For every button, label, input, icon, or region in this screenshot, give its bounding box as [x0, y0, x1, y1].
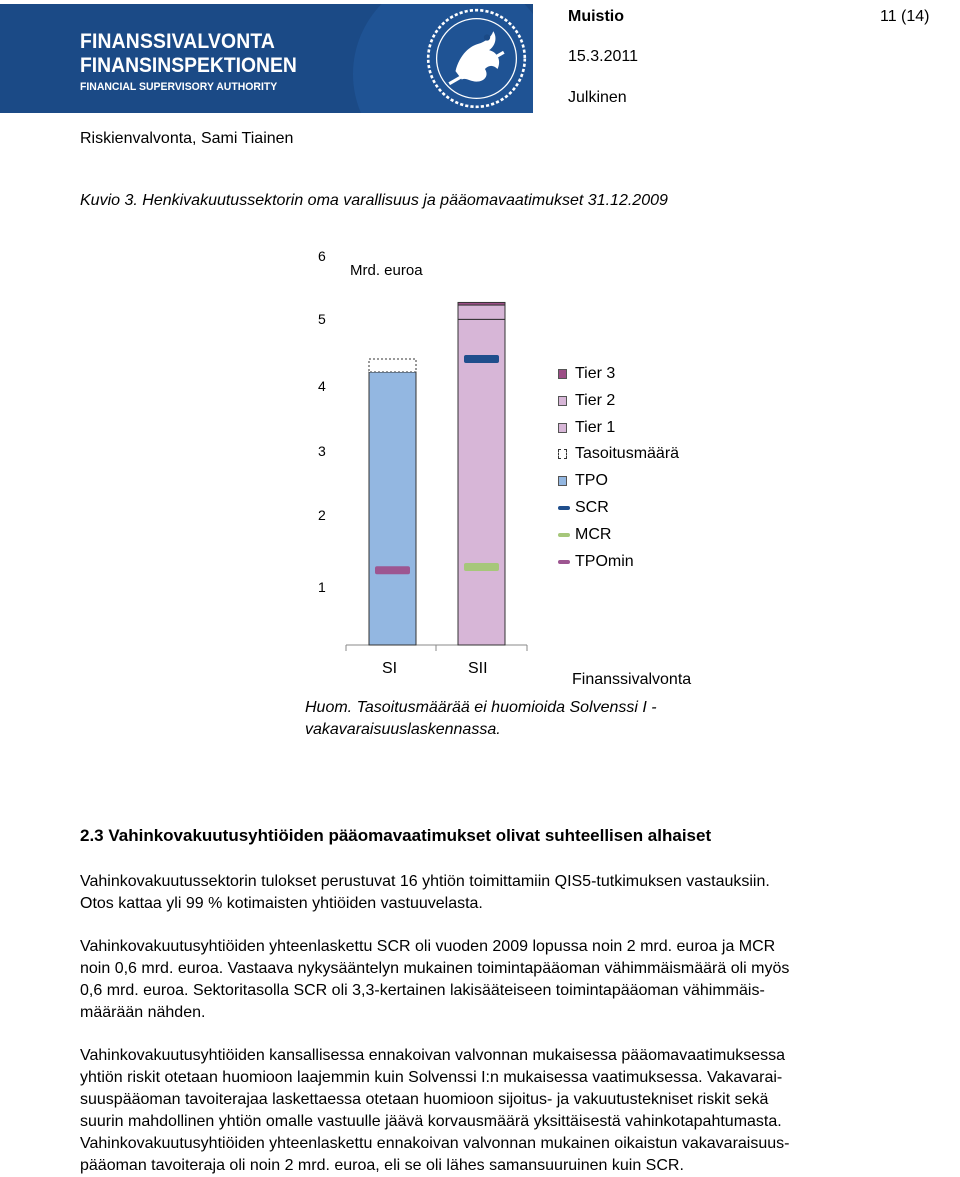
figure-caption: Kuvio 3. Henkivakuutussektorin oma varallisuus ja pääomavaatimukset 31.12.2009 — [80, 192, 668, 209]
chart-source: Finanssivalvonta — [572, 671, 692, 688]
doc-date: 15.3.2011 — [568, 48, 638, 65]
legend-label: Tier 2 — [575, 392, 616, 409]
doc-classification: Julkinen — [568, 89, 627, 106]
paragraph-line: suuspääoman tavoiterajaa laskettaessa otetaan huomioon sijoitus- ja vakuutustekniset riskit sekä — [80, 1091, 769, 1108]
legend-swatch — [558, 476, 567, 486]
y-tick-label: 3 — [318, 443, 326, 459]
legend-label: Tasoitusmäärä — [575, 445, 680, 462]
y-tick-label: 1 — [318, 579, 326, 595]
legend-swatch — [558, 423, 567, 433]
paragraph-line: 0,6 mrd. euroa. Sektoritasolla SCR oli 3,3-kertainen lakisääteiseen toimintapääoman vähimmäis- — [80, 982, 765, 999]
bar-segment-tasoitusmäärä-si — [369, 359, 416, 372]
paragraph-1 — [80, 871, 940, 915]
legend-line-swatch — [558, 506, 570, 510]
figure-note-line: vakavaraisuuslaskennassa. — [305, 721, 501, 738]
legend-swatch — [558, 369, 567, 379]
legend-swatch — [558, 449, 567, 459]
marker-mcr-sii — [464, 563, 499, 571]
y-tick-label: 2 — [318, 507, 326, 523]
paragraph-line: suurin mahdollinen yhtiön omalle vastuulle jäävä korvausmäärä yksittäisestä vahinkotapahtumasta. — [80, 1113, 782, 1130]
legend-label: MCR — [575, 526, 612, 543]
paragraph-line: Vahinkovakuutusyhtiöiden yhteenlaskettu ennakoivan valvonnan mukainen oikaistun vakavaraisuus- — [80, 1135, 790, 1152]
figure-note-line: Huom. Tasoitusmäärää ei huomioida Solvenssi I - — [305, 699, 657, 716]
logo-text-fsa: FINANCIAL SUPERVISORY AUTHORITY — [80, 81, 278, 93]
legend-line-swatch — [558, 560, 570, 564]
paragraph-line: Otos kattaa yli 99 % kotimaisten yhtiöiden vastuuvelasta. — [80, 895, 483, 912]
y-tick-label: 6 — [318, 248, 326, 264]
paragraph-line: yhtiön riskit otetaan huomioon laajemmin kuin Solvenssi I:n mukaisessa vaatimuksessa. Vakavarai- — [80, 1069, 783, 1086]
paragraph-line: Vahinkovakuutusyhtiöiden kansallisessa ennakoivan valvonnan mukaisessa pääomavaatimuksessa — [80, 1047, 786, 1064]
doc-type: Muistio — [568, 8, 624, 25]
header-banner — [0, 4, 533, 113]
bar-segment-tier-3-sii — [458, 302, 505, 305]
legend-label: TPO — [575, 472, 608, 489]
legend-label: Tier 1 — [575, 419, 616, 436]
paragraph-line: noin 0,6 mrd. euroa. Vastaava nykysääntelyn mukainen toimintapääoman vähimmäismäärä oli myös — [80, 960, 790, 977]
logo-text-finansinspektionen: FINANSINSPEKTIONEN — [80, 54, 297, 77]
legend-label: Tier 3 — [575, 365, 616, 382]
y-tick-label: 5 — [318, 311, 326, 327]
marker-tpomin-si — [375, 566, 410, 574]
legend-label: TPOmin — [575, 553, 634, 570]
bar-segment-tier-2-sii — [458, 305, 505, 319]
y-tick-label: 4 — [318, 378, 326, 394]
bar-segment-tpo-si — [369, 372, 416, 645]
legend-line-swatch — [558, 533, 570, 537]
paragraph-2 — [80, 936, 940, 1024]
lion-seal-icon — [424, 6, 529, 111]
page-number: 11 (14) — [880, 8, 930, 25]
marker-scr-sii — [464, 355, 499, 363]
paragraph-3 — [80, 1045, 940, 1177]
y-axis-unit-label: Mrd. euroa — [350, 262, 423, 279]
paragraph-line: pääoman tavoiteraja oli noin 2 mrd. euroa, eli se oli lähes samansuuruinen kuin SCR. — [80, 1157, 684, 1174]
logo-text-finanssivalvonta: FINANSSIVALVONTA — [80, 30, 276, 53]
section-heading: 2.3 Vahinkovakuutusyhtiöiden pääomavaatimukset olivat suhteellisen alhaiset — [80, 826, 712, 845]
x-category-label: SII — [468, 660, 488, 677]
author-line: Riskienvalvonta, Sami Tiainen — [80, 130, 294, 147]
paragraph-line: Vahinkovakuutussektorin tulokset perustuvat 16 yhtiön toimittamiin QIS5-tutkimuksen vastauksiin. — [80, 873, 770, 890]
legend-label: SCR — [575, 499, 609, 516]
bar-segment-tier-1-sii — [458, 319, 505, 645]
paragraph-line: Vahinkovakuutusyhtiöiden yhteenlaskettu SCR oli vuoden 2009 lopussa noin 2 mrd. euroa ja MCR — [80, 938, 776, 955]
x-category-label: SI — [382, 660, 398, 677]
paragraph-line: määrään nähden. — [80, 1004, 206, 1021]
legend-swatch — [558, 396, 567, 406]
figure-note — [305, 697, 765, 741]
